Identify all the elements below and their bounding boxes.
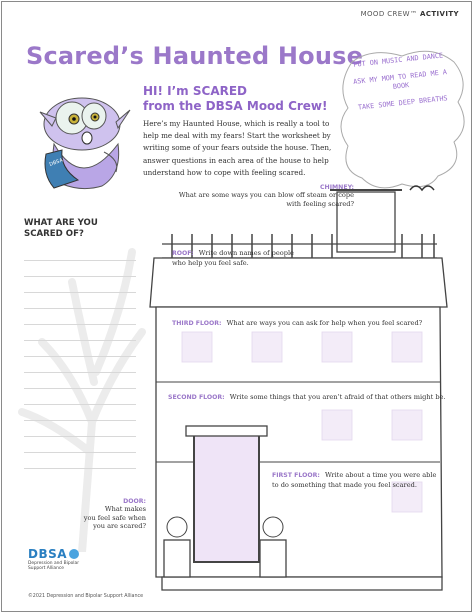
greeting-heading — [143, 84, 328, 114]
door-text-2: you feel safe when — [83, 513, 146, 522]
second-floor-question — [168, 384, 464, 403]
writing-line[interactable] — [24, 452, 136, 453]
first-floor-text-2: to do something that made you feel scared. — [272, 481, 417, 489]
handwritten-item: ASK MY MOM TO READ ME A BOOK — [352, 68, 448, 91]
writing-line[interactable] — [24, 292, 136, 293]
intro-paragraph: Here’s my Haunted House, which is really a tool to help me deal with my fears! Start the worksheet by writing some of your fears outside the house. Then, answer questions in each area of the house to help understand how to cope with feeling scared. — [143, 119, 332, 177]
dbsa-logo — [28, 547, 79, 571]
fears-prompt-line-2: SCARED OF? — [24, 229, 84, 239]
handwritten-coping-list — [343, 50, 459, 121]
writing-line[interactable] — [24, 340, 136, 341]
writing-line[interactable] — [24, 356, 136, 357]
page-title: Scared’s Haunted House — [26, 42, 364, 70]
handwritten-item: TAKE SOME DEEP BREATHS — [357, 94, 448, 112]
fears-prompt-line-1: WHAT ARE YOU — [24, 218, 98, 228]
first-floor-text-1: Write about a time you were able — [324, 471, 437, 479]
roof-text-2: who help you feel safe. — [172, 259, 249, 267]
activity-tag — [361, 10, 459, 18]
third-floor-question — [172, 310, 452, 329]
writing-line[interactable] — [24, 260, 136, 261]
chimney-label: CHIMNEY: — [320, 184, 354, 191]
second-floor-label: SECOND FLOOR: — [168, 394, 225, 401]
roof-label: ROOF: — [172, 250, 194, 257]
first-floor-question — [272, 462, 452, 490]
sun-icon — [69, 549, 79, 559]
greeting-line-2: from the DBSA Mood Crew! — [143, 99, 328, 113]
trademark: ™ — [409, 10, 418, 18]
writing-line[interactable] — [24, 388, 136, 389]
roof-question — [172, 240, 312, 268]
door-question — [62, 498, 146, 531]
dbsa-name-2: Support Alliance — [28, 566, 65, 571]
writing-line[interactable] — [24, 308, 136, 309]
door-text-3: you are scared? — [93, 522, 146, 531]
dbsa-wordmark: DBSA — [28, 547, 68, 561]
activity-word: ACTIVITY — [420, 10, 459, 18]
fears-prompt — [24, 218, 98, 240]
second-floor-text: Write some things that you aren’t afraid of that others might be. — [229, 393, 446, 401]
writing-line[interactable] — [24, 372, 136, 373]
writing-line[interactable] — [24, 436, 136, 437]
scared-character-illustration — [32, 74, 142, 194]
writing-line[interactable] — [24, 404, 136, 405]
writing-line[interactable] — [24, 420, 136, 421]
third-floor-label: THIRD FLOOR: — [172, 320, 222, 327]
worksheet-page — [1, 1, 472, 612]
handwritten-item: PUT ON MUSIC AND DANCE — [353, 51, 444, 69]
first-floor-label: FIRST FLOOR: — [272, 472, 320, 479]
writing-line[interactable] — [24, 276, 136, 277]
writing-line[interactable] — [24, 324, 136, 325]
third-floor-text: What are ways you can ask for help when you feel scared? — [226, 319, 423, 327]
svg-text:DBSA: DBSA — [48, 157, 64, 168]
dbsa-name-1: Depression and Bipolar — [28, 561, 80, 566]
door-label: DOOR: — [123, 498, 146, 505]
chimney-question — [178, 184, 354, 208]
chimney-text: What are some ways you can blow off steam or cope with feeling scared? — [178, 191, 354, 208]
roof-text-1: Write down names of people — [198, 249, 294, 257]
copyright-footer: ©2021 Depression and Bipolar Support Alliance — [28, 594, 144, 599]
greeting-line-1: HI! I’m SCARED — [143, 84, 247, 98]
door-text-1: What makes — [104, 505, 146, 513]
brand-name: MOOD CREW — [360, 10, 410, 18]
writing-line[interactable] — [24, 468, 136, 469]
